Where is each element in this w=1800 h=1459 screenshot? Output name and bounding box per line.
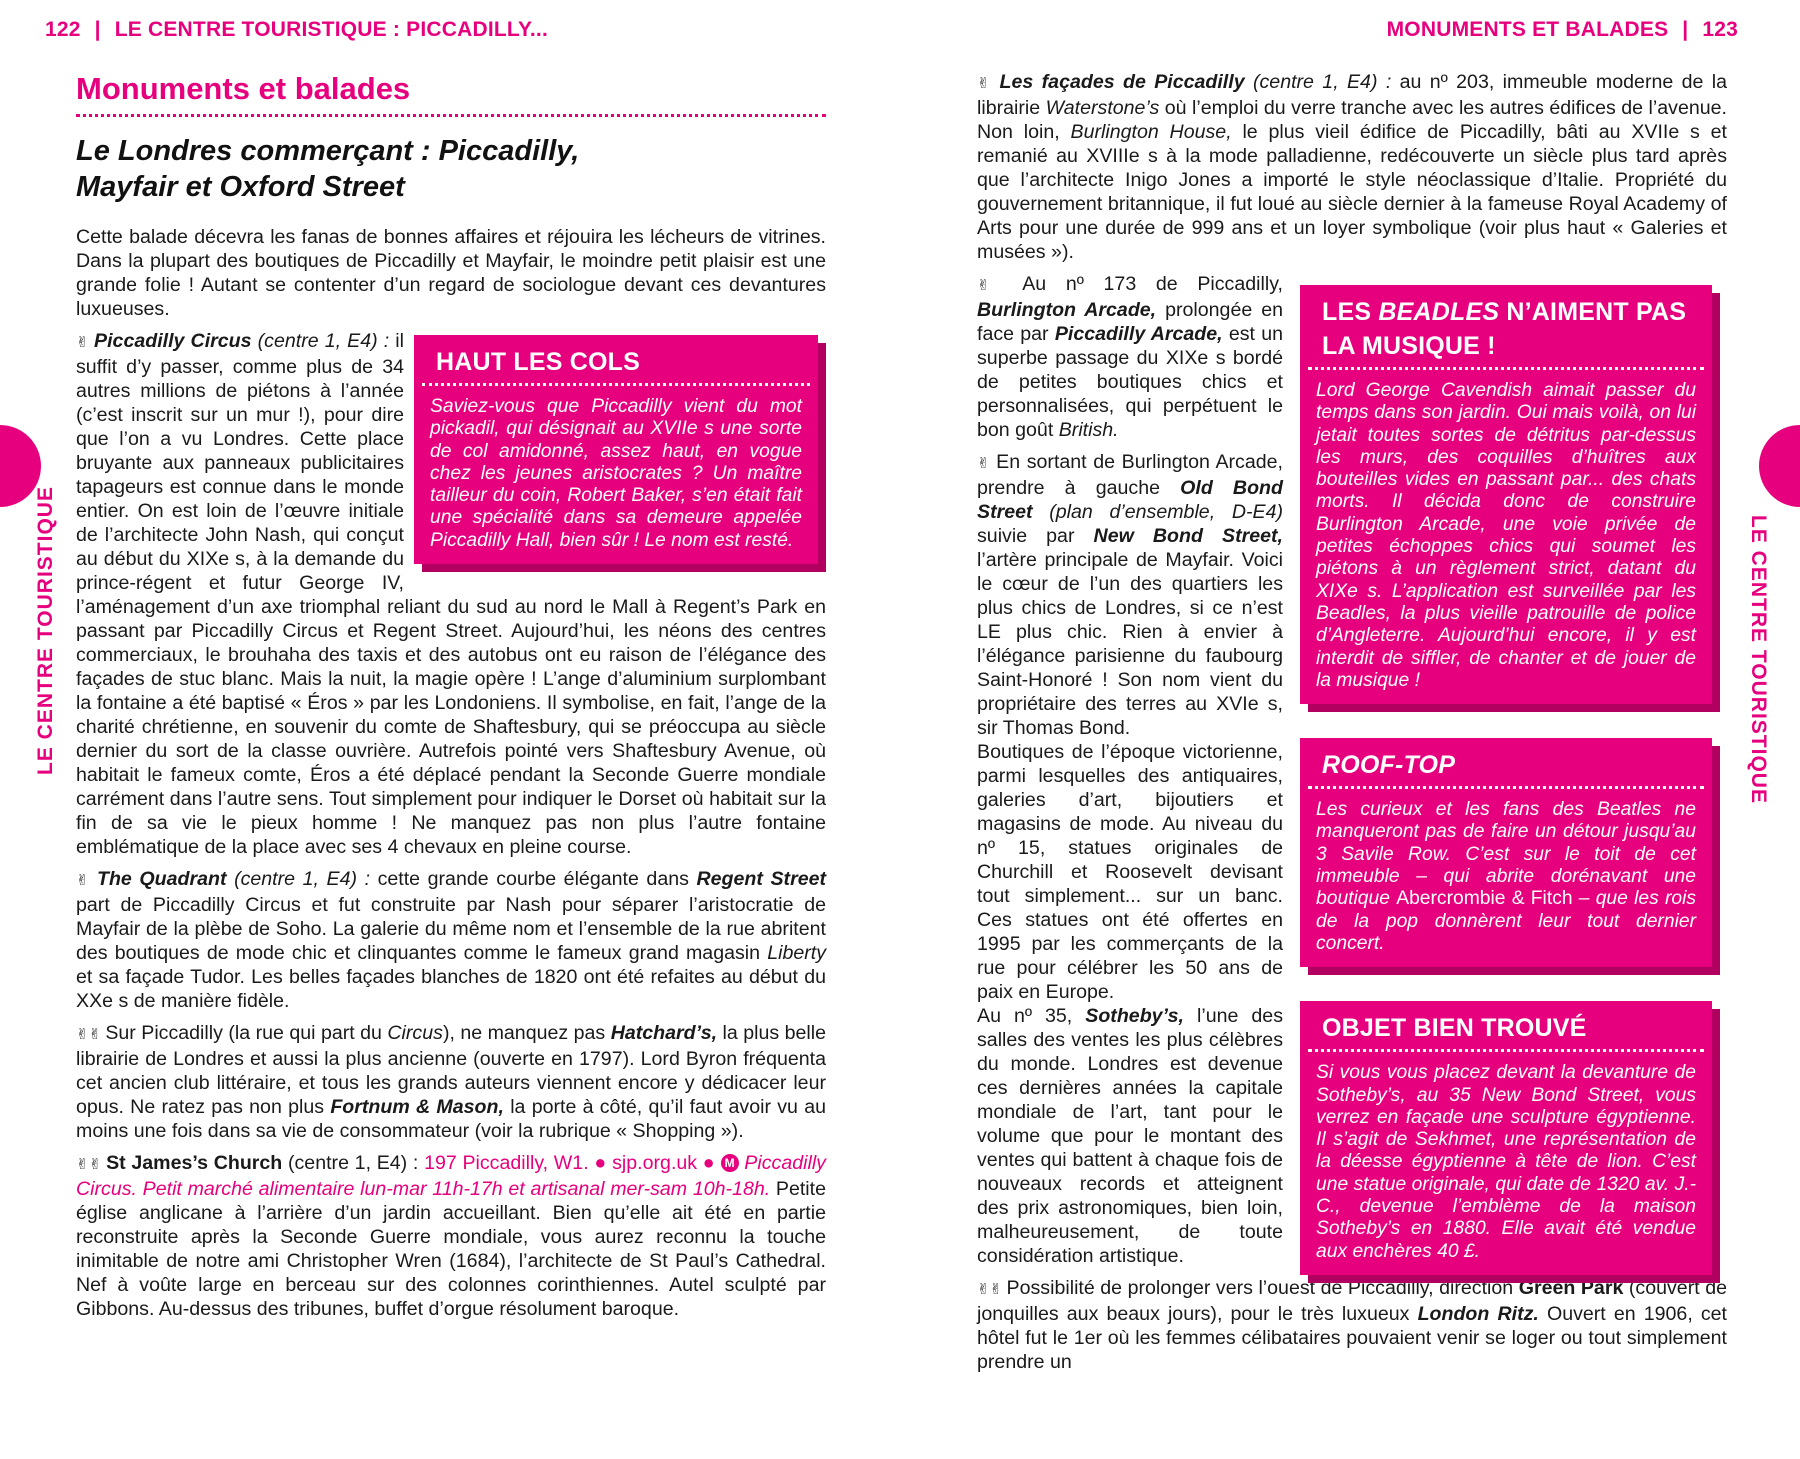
entry-text: la plus belle librairie de Londres et aussi la plus ancienne (ouverte en 1797). Lord Byron fréquenta cet ancien club littéraire, et tous les grands auteurs viennent encore y dédicacer leur opus. Ne ratez pas non plus — [76, 1022, 826, 1118]
entry-name: St James’s Church — [106, 1152, 283, 1174]
thumb-tab — [1759, 425, 1800, 507]
section-heading-line2: Mayfair et Oxford Street — [76, 171, 405, 203]
bond-street-shops: Boutiques de l’époque victorienne, parmi lesquelles des antiquaires, galeries d’art, bijoutiers et magasins de mode. Au niveau du nº 15, statues originales de Churchill et Roosevelt devisant tout simplement... sur un banc. Ces statues ont été offertes en 1995 par les commerçants de la rue pour célébrer les 50 ans de paix en Europe. — [977, 741, 1283, 1003]
box-text — [1300, 799, 1712, 967]
entry-text: Sur Piccadilly (la rue qui part du — [105, 1022, 382, 1044]
box-title-part: N’AIMENT PAS LA MUSIQUE ! — [1322, 298, 1687, 360]
entry-text: ), ne manquez pas — [442, 1022, 606, 1044]
entry-ref: (centre 1, E4) : — [234, 868, 371, 890]
entry-text: le plus vieil édifice de Piccadilly, bâti au XVIIe s et remanié au XVIIIe s à la mode palladienne, redécouverte un siècle plus tard après que l’architecte Inigo Jones a importé le style néoclassique d’Italie. Propriété du gouvernement britannique, il fut loué au siècle dernier à la fameuse Royal Academy of Arts pour une durée de 999 ans et un loyer symbolique (voir plus haut « Galeries et musées »). — [977, 121, 1727, 263]
right-sidebar-boxes — [1300, 285, 1712, 1309]
entry-ref: (plan d’ensemble, D-E4) — [1049, 501, 1283, 523]
running-head-right: MONUMENTS ET BALADES | 123 — [1386, 18, 1738, 41]
box-title-part: BEADLES — [1378, 298, 1500, 326]
entry-text: l’une des salles des ventes les plus célèbres du monde. Londres est devenue ces dernières années la capitale mondiale de l’art, tant pour le volume que pour le montant des ventes qui battent à chaque fois de nouveaux records et atteignent des prix astronomiques, bien loin, malheureusement, de toute considération artistique. — [977, 1005, 1283, 1267]
dotted-rule — [76, 114, 826, 117]
entry-bond-street — [977, 450, 1283, 740]
street-name: Old Bond Street — [977, 477, 1283, 523]
section-heading-line1: Le Londres commerçant : Piccadilly, — [76, 135, 580, 167]
left-column — [76, 66, 826, 1329]
box-title-part: LES — [1322, 298, 1372, 326]
two-walking-figures-icon: ✌✌ — [977, 1281, 1007, 1298]
entry-text: En sortant de Burlington Arcade, prendre à gauche — [977, 451, 1283, 499]
box-title: ROOF-TOP — [1308, 744, 1704, 789]
entry-text: Au nº 35, — [977, 1005, 1073, 1027]
entry-name: The Quadrant — [96, 868, 227, 890]
running-head-left: 122 | LE CENTRE TOURISTIQUE : PICCADILLY... — [45, 18, 548, 41]
entry-burlington-arcade — [977, 272, 1283, 442]
entry-text: au nº 203, immeuble moderne de la librairie — [977, 71, 1727, 119]
side-tab-label: LE CENTRE TOURISTIQUE — [1747, 515, 1770, 804]
walking-figure-icon: ✌ — [977, 75, 1000, 92]
walking-figure-icon: ✌ — [977, 455, 997, 472]
side-tab-label: LE CENTRE TOURISTIQUE — [34, 486, 57, 775]
entry-ref: (centre 1, E4) : — [1252, 71, 1392, 93]
entry-text: Ouvert en 1906, cet hôtel fut le 1er où les femmes célibataires pouvaient venir se loger ou tout simplement prendre un — [977, 1303, 1728, 1373]
page-number: 122 — [45, 18, 81, 41]
entry-italic: British. — [1058, 419, 1119, 441]
bond-street-sothebys — [977, 1004, 1283, 1268]
entry-ref: (centre 1, E4) : — [257, 330, 390, 352]
entry-facades-piccadilly — [977, 70, 1727, 264]
arcade-name: Piccadilly Arcade, — [1054, 323, 1223, 345]
entry-text: (couvert de jonquilles aux beaux jours), pour le très luxueux — [977, 1277, 1727, 1325]
street-name: Regent Street — [696, 868, 827, 890]
entry-name: Piccadilly Circus — [94, 330, 252, 352]
entry-text: Possibilité de prolonger vers l’ouest de Piccadilly, direction — [1006, 1277, 1514, 1299]
entry-text: où l’emploi du verre tranche avec les autres édifices de l’avenue. Non loin, — [977, 97, 1727, 143]
entry-text: la porte à côté, qu’il faut avoir vu au moins une fois dans sa vie de consommateur (voir la rubrique « Shopping »). — [76, 1096, 827, 1142]
building-name: Burlington House, — [1070, 121, 1232, 143]
narrow-column — [977, 272, 1283, 1268]
entry-text: suivie par — [977, 525, 1075, 547]
box-title — [1308, 291, 1704, 370]
box-text-part: – que les rois de la pop donnèrent leur tout dernier concert. — [1316, 888, 1697, 954]
store-name: Liberty — [767, 942, 826, 964]
shop-name: Fortnum & Mason, — [330, 1096, 504, 1118]
entry-hatchards — [76, 1021, 826, 1143]
box-title: HAUT LES COLS — [422, 341, 810, 386]
street-name: New Bond Street, — [1093, 525, 1283, 547]
box-objet-bien-trouve — [1300, 1001, 1712, 1275]
entry-the-quadrant — [76, 867, 826, 1013]
box-title: OBJET BIEN TROUVÉ — [1308, 1007, 1704, 1052]
hotel-name: London Ritz. — [1417, 1303, 1539, 1325]
entry-text: part de Piccadilly Circus et fut construite par Nash pour séparer l’aristocratie de Mayfair de la plèbe de Soho. La galerie du même nom et l’ensemble de la rue abritent des boutiques de mode chic et clinquantes comme le fameux grand magasin — [76, 894, 826, 964]
entry-text: cette grande courbe élégante dans — [377, 868, 689, 890]
entry-text: Petite église anglicane à l’arrière d’un jardin accueillant. Bien qu’elle ait été en partie reconstruite après la Seconde Guerre mondiale, vous aurez reconnu la touche inimitable de notre ami Christopher Wren (1684), l’architecte de St Paul’s Cathedral. Nef à voûte large en berceau sur des colonnes corinthiennes. Autel sculpté par Gibbons. Au-dessus des tribunes, buffet d’orgue résolument baroque. — [76, 1178, 826, 1320]
intro-paragraph: Cette balade décevra les fanas de bonnes affaires et réjouira les lécheurs de vitrines. Dans la plupart des boutiques de Piccadilly et Mayfair, le moindre petit plaisir est une grande folie ! Autant se contenter d’un regard de sociologue devant ces devantures luxueuses. — [76, 226, 826, 320]
two-walking-figures-icon: ✌✌ — [76, 1026, 106, 1043]
entry-text: l’artère principale de Mayfair. Voici le cœur de l’un des quartiers les plus chics de Londres, si ce n’est LE plus chic. Rien à envier à l’élégance parisienne du faubourg Saint-Honoré ! Son nom vient du propriétaire des terres au XVIe s, sir Thomas Bond. — [977, 549, 1283, 739]
entry-text: Au nº 173 de Piccadilly, — [1022, 273, 1283, 295]
walking-figure-icon: ✌ — [76, 334, 95, 351]
walking-figure-icon: ✌ — [977, 277, 1023, 294]
box-beadles — [1300, 285, 1712, 704]
chapter-heading: Monuments et balades — [76, 71, 411, 106]
entry-text: il suffit d’y passer, comme plus de 34 autres millions de piétons à l’année (c’est inscrit sur un mur !), pour dire que l’on a vu Londres. Cette place bruyante aux panneaux publicitaires tapageurs est connue dans le monde entier. On est loin de l’œuvre initiale de l’architecte John Nash, qui conçut au début du XIXe s, à la demande du prince-régent et futur George IV, l’aménagement d’un axe triomphal reliant du sud au nord le Mall à Regent’s Park en passant par Piccadilly Circus et Regent Street. Aujourd’hui, les néons des centres commerciaux, le brouhaha des taxis et des autobus ont eu raison de l’élégance des façades de stuc blanc. Mais la nuit, la magie opère ! L’ange d’aluminium surplombant la fontaine a été baptisé « Éros » par les Londoniens. Il symbolise, en fait, l’ange de la charité chrétienne, en souvenir du comte de Shaftesbury, qui se préoccupa au siècle dernier du sort de la classe ouvrière. Autrefois pointé vers Shaftesbury Avenue, où habitait le fameux comte, Éros a été déplacé pendant la Seconde Guerre mondiale carrément dans l’autre sens. Tout simplement pour indiquer le Dorset où habitait sur la fin de sa vie le pieux homme ! Ne manquez pas non plus l’autre fontaine emblématique de la place avec ses 4 chevaux en pleine course. — [76, 330, 826, 858]
store-name: Waterstone’s — [1045, 97, 1160, 119]
page-number: 123 — [1702, 18, 1738, 41]
box-roof-top — [1300, 738, 1712, 967]
box-text-part: Les curieux et les fans des Beatles ne manqueront pas de faire un détour jusqu’au 3 Savile Row. C’est sur le toit de cet immeuble – qui abrite dorénavant une boutique — [1316, 799, 1696, 910]
walking-figure-icon: ✌ — [76, 872, 97, 889]
section-title: LE CENTRE TOURISTIQUE : PICCADILLY... — [114, 18, 548, 41]
box-text: Si vous vous placez devant la devanture de Sotheby’s, au 35 New Bond Street, vous verrez en façade une sculpture égyptienne. Il s’agit de Sekhmet, une représentation de la déesse égyptienne à tête de lion. C’est une statue originale, qui date de 1320 av. J.-C., devenue l’emblème de la maison Sotheby’s en 1880. Elle avait été vendue aux enchères 40 £. — [1316, 1062, 1696, 1262]
section-heading — [76, 133, 826, 205]
metro-icon: M — [721, 1154, 739, 1172]
entry-practical-info: Piccadilly Circus. Petit marché alimentaire lun-mar 11h-17h et artisanal mer-sam 10h-18h. — [76, 1152, 826, 1200]
section-title: MONUMENTS ET BALADES — [1386, 18, 1669, 41]
entry-name: Les façades de Piccadilly — [999, 71, 1245, 93]
entry-italic: Circus — [387, 1022, 443, 1044]
box-haut-les-cols — [414, 335, 818, 564]
entry-st-james-church — [76, 1151, 826, 1321]
entry-text: prolongée en face par — [977, 299, 1283, 345]
brand-name: Abercrombie & Fitch — [1396, 888, 1573, 910]
entry-text: est un superbe passage du XIXe s bordé de petites boutiques chics et personnalisées, qui perpétuent le bon goût — [977, 323, 1283, 441]
box-text: Lord George Cavendish aimait passer du temps dans son jardin. Oui mais voilà, on lui jetait toutes sortes de détritus par-dessus les murs, des coquilles d’huîtres aux bouteilles vides en passant par... des chats morts. Il décida donc de construire Burlington Arcade, une voie privée de petites échoppes chics qui soumet les piétons à un règlement strict, datant du XIXe s. L’application est surveillée par les Beadles, la plus vieille patrouille de police d’Angleterre. Aujourd’hui encore, il y est interdit de siffler, de chanter et de jouer de la musique ! — [1316, 380, 1696, 691]
park-name: Green Park — [1518, 1277, 1624, 1299]
entry-text: et sa façade Tudor. Les belles façades blanches de 1820 ont été refaites au début du XXe s de manière fidèle. — [76, 966, 826, 1012]
shop-name: Hatchard’s, — [610, 1022, 718, 1044]
entry-ref: (centre 1, E4) : — [287, 1152, 419, 1174]
auction-house-name: Sotheby’s, — [1085, 1005, 1184, 1027]
entry-name: Burlington Arcade, — [977, 299, 1157, 321]
entry-address: 197 Piccadilly, W1. ● sjp.org.uk ● — [424, 1152, 715, 1174]
two-walking-figures-icon: ✌✌ — [76, 1156, 107, 1173]
box-text: Saviez-vous que Piccadilly vient du mot pickadil, qui désignait au XVIIe s une sorte de col amidonné, assez haut, en vogue chez les jeunes aristocrates ? Un maître tailleur du coin, Robert Baker, s’en était fait une spécialité dans sa demeure appelée Piccadilly Hall, bien sûr ! Le nom est resté. — [430, 396, 802, 551]
